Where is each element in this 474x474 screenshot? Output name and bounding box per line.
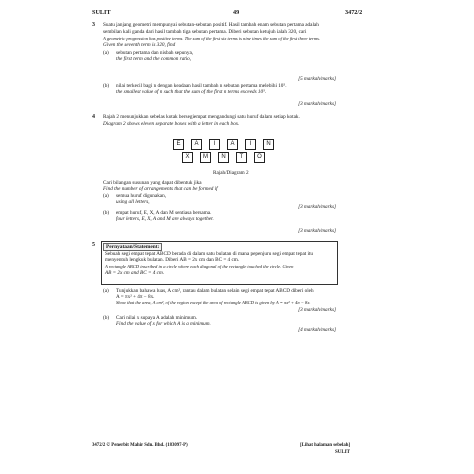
question-4b-en: four letters, E, X, A and M are always together. xyxy=(116,216,214,222)
letter-tile: E xyxy=(173,139,184,150)
question-5a-label: (a) xyxy=(103,288,109,294)
question-3b-en: the smallest value of n such that the sum of the first n terms exceeds 10⁵. xyxy=(116,89,267,95)
question-3-line-1: Suatu janjang geometri mempunyai sebutan-sebutan positif. Hasil tambah enam sebutan pertama adalah xyxy=(103,22,319,28)
header-paper-code: 3472/2 xyxy=(345,9,363,16)
letter-tile: M xyxy=(200,152,211,163)
footer-see-next-page: [Lihat halaman sebelah] xyxy=(300,443,350,448)
question-4a-marks: [3 markah/marks] xyxy=(298,204,336,210)
statement-en-line-1: A rectangle ABCD inscribed in a circle where each diagonal of the rectangle touched the circle. Given xyxy=(105,264,294,269)
question-5a-marks: [3 markah/marks] xyxy=(298,307,336,313)
question-3-number: 3 xyxy=(92,22,95,28)
question-3b-label: (b) xyxy=(103,83,110,89)
question-3-en-line-1: A geometric progression has positive terms. The sum of the first six terms is nine times the sum of the first three terms. xyxy=(103,36,321,41)
header-classification: SULIT xyxy=(92,9,111,16)
question-4-en-line: Diagram 2 shows eleven separate boxes with a letter in each box. xyxy=(103,121,240,127)
letter-tile: A xyxy=(191,139,202,150)
question-4a-text: semua huruf digunakan, xyxy=(116,193,166,199)
statement-title: Pernyataan/Statement: xyxy=(103,243,162,251)
letter-tile: T xyxy=(236,152,247,163)
letter-tile: I xyxy=(209,139,220,150)
question-3b-marks: [3 markah/marks] xyxy=(298,101,336,107)
question-5b-en: Find the value of x for which A is a minimum. xyxy=(116,321,211,327)
question-5-number: 5 xyxy=(92,242,95,248)
question-5b-marks: [4 markah/marks] xyxy=(298,327,336,333)
diagram-caption: Rajah/Diagram 2 xyxy=(213,170,249,176)
header-page-number: 49 xyxy=(233,9,240,16)
question-4-line: Rajah 2 menunjukkan sebelas kotak bersegiempat mengandungi satu huruf dalam setiap kotak. xyxy=(103,114,300,120)
question-4b-label: (b) xyxy=(103,210,110,216)
question-3a-en: the first term and the common ratio, xyxy=(116,56,192,62)
question-4a-en: using all letters, xyxy=(116,199,150,205)
letter-tile: O xyxy=(254,152,265,163)
question-3b-text: nilai terkecil bagi n dengan keadaan hasil tambah n sebutan pertama melebihi 10⁵. xyxy=(116,83,287,89)
footer-classification: SULIT xyxy=(334,450,350,455)
statement-line-1: Sebuah segi empat tepat ABCD berada di dalam satu bulatan di mana pepenjuru segi empat tepat itu xyxy=(105,251,314,257)
letter-tile: N xyxy=(218,152,229,163)
question-3a-label: (a) xyxy=(103,50,109,56)
question-5b-label: (b) xyxy=(103,315,110,321)
question-3a-marks: [5 markah/marks] xyxy=(298,76,336,82)
question-4-find: Cari bilangan susunan yang dapat dibentuk jika xyxy=(103,180,202,186)
footer-copyright: 3472/2 © Penerbit Mahir Sdn. Bhd. (183097-P) xyxy=(92,443,188,448)
question-3-line-2: sembilan kali ganda dari hasil tambah tiga sebutan pertama. Diberi sebutan ketujuh ialah 320, cari xyxy=(103,29,307,35)
letter-tile: I xyxy=(245,139,256,150)
question-5b-text: Cari nilai x supaya A adalah minimum. xyxy=(116,315,198,321)
question-4-number: 4 xyxy=(92,114,95,120)
statement-box xyxy=(101,241,338,285)
letter-tile: N xyxy=(263,139,274,150)
question-4b-marks: [3 markah/marks] xyxy=(298,228,336,234)
letter-tile: A xyxy=(227,139,238,150)
question-5a-text: Tunjukkan bahawa luas, A cm², rantau dalam bulatan selain segi empat tepat ABCD diberi oleh xyxy=(116,288,314,294)
question-5a-formula: A = πx² + 4π − 8x. xyxy=(116,294,155,300)
question-3a-text: sebutan pertama dan nisbah sepunya, xyxy=(116,50,194,56)
question-4b-text: empat huruf, E, X, A dan M sentiasa bersama. xyxy=(116,210,212,216)
statement-line-2: menyentuh lengkuk bulatan. Diberi AB = 2x cm dan BC = 4 cm. xyxy=(105,257,240,263)
question-5a-en: Show that the area, A cm², of the region except the area of rectangle ABCD is given by A = πx² + 4π − 8x. xyxy=(116,300,311,305)
question-4-find-en: Find the number of arrangements that can be formed if xyxy=(103,186,218,192)
statement-en-line-2: AB = 2x cm and BC = 4 cm. xyxy=(105,270,165,276)
question-4a-label: (a) xyxy=(103,193,109,199)
letter-tile: X xyxy=(182,152,193,163)
question-3-en-line-2: Given the seventh term is 320, find xyxy=(103,42,176,48)
